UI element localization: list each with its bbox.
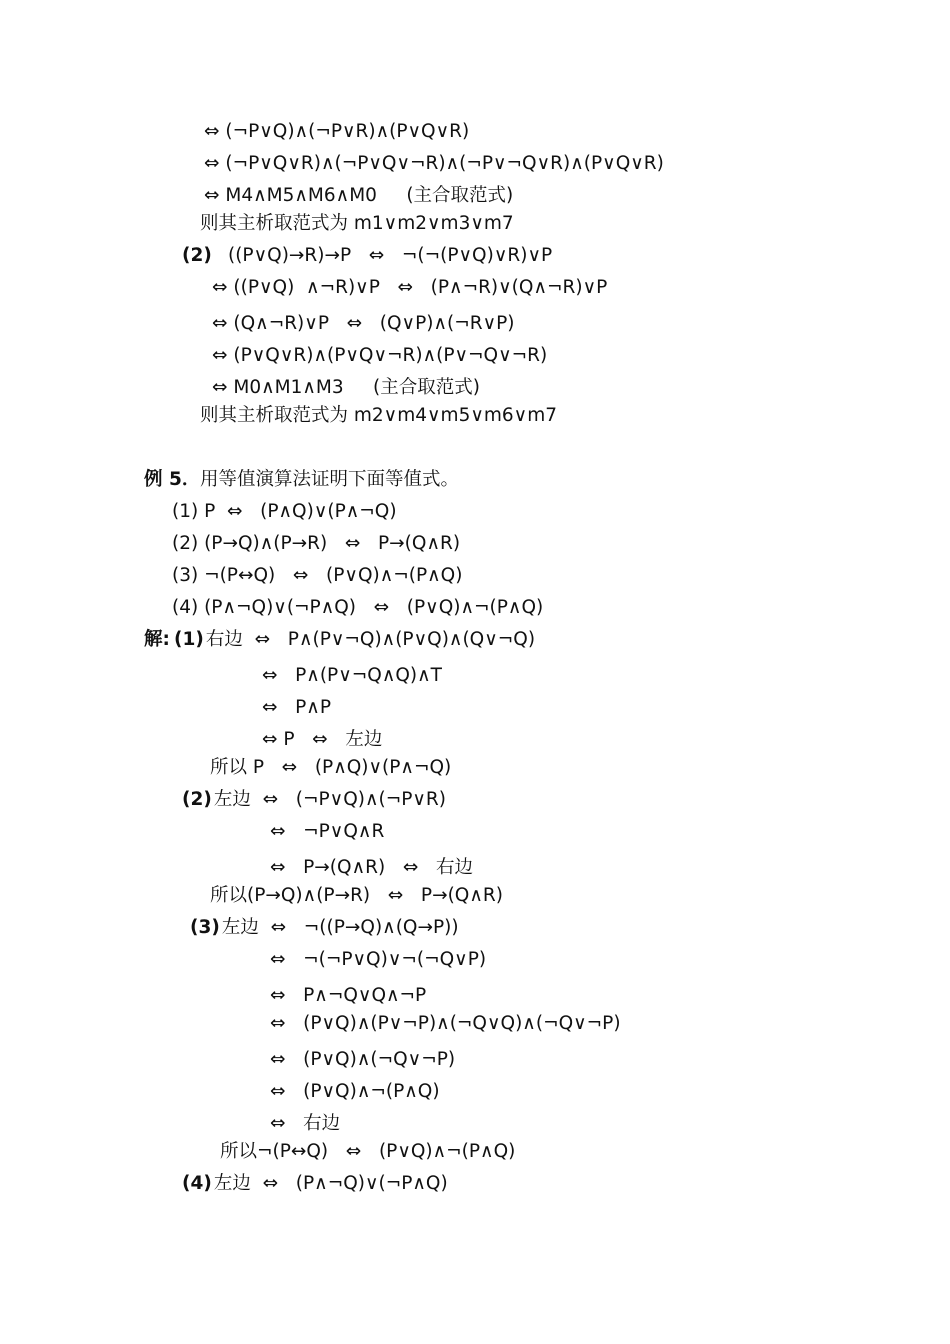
derivation-line: ⇔ (P∨Q∨R)∧(P∨Q∨¬R)∧(P∨¬Q∨¬R) (212, 345, 548, 366)
derivation-line: ⇔ ((P∨Q) ∧¬R)∨P ⇔ (P∧¬R)∨(Q∧¬R)∨P (212, 277, 608, 298)
derivation-line: ⇔ P ⇔ 左边 (262, 729, 383, 750)
conclusion-line: 则其主析取范式为 m2∨m4∨m5∨m6∨m7 (200, 405, 558, 426)
exercise-item: (4) (P∧¬Q)∨(¬P∧Q) ⇔ (P∨Q)∧¬(P∧Q) (172, 597, 544, 618)
part-label: (2) (182, 789, 212, 810)
conclusion-line: 所以 P ⇔ (P∧Q)∨(P∧¬Q) (210, 757, 452, 778)
example-title: 用等值演算法证明下面等值式。 (200, 469, 460, 490)
exercise-item: (1) P ⇔ (P∧Q)∨(P∧¬Q) (172, 501, 397, 522)
derivation-line: ⇔ ¬P∨Q∧R (270, 821, 385, 842)
derivation-line: 右边 ⇔ P∧(P∨¬Q)∧(P∨Q)∧(Q∨¬Q) (200, 629, 536, 650)
part-label: (3) (190, 917, 220, 938)
derivation-line: ⇔ P∧¬Q∨Q∧¬P (270, 985, 427, 1006)
derivation-line: ⇔ (P∨Q)∧(¬Q∨¬P) (270, 1049, 456, 1070)
conclusion-line: 则其主析取范式为 m1∨m2∨m3∨m7 (200, 213, 514, 234)
conclusion-line: 所以¬(P↔Q) ⇔ (P∨Q)∧¬(P∧Q) (220, 1141, 516, 1162)
exercise-item: (2) (P→Q)∧(P→R) ⇔ P→(Q∧R) (172, 533, 461, 554)
exercise-item: (3) ¬(P↔Q) ⇔ (P∨Q)∧¬(P∧Q) (172, 565, 463, 586)
derivation-line: ((P∨Q)→R)→P ⇔ ¬(¬(P∨Q)∨R)∨P (228, 245, 553, 266)
derivation-line: 左边 ⇔ ¬((P→Q)∧(Q→P)) (216, 917, 459, 938)
derivation-line: ⇔ M4∧M5∧M6∧M0 (主合取范式) (204, 185, 514, 206)
derivation-line: ⇔ 右边 (270, 1113, 341, 1134)
derivation-line: ⇔ M0∧M1∧M3 (主合取范式) (212, 377, 480, 398)
derivation-line: ⇔ (¬P∨Q)∧(¬P∨R)∧(P∨Q∨R) (204, 121, 470, 142)
solution-label: 解: (144, 629, 170, 650)
derivation-line: ⇔ (P∨Q)∧¬(P∧Q) (270, 1081, 440, 1102)
part-label: (2) (182, 245, 212, 266)
conclusion-line: 所以(P→Q)∧(P→R) ⇔ P→(Q∧R) (210, 885, 503, 906)
part-label: (4) (182, 1173, 212, 1194)
part-label: (1) (174, 629, 204, 650)
derivation-line: 左边 ⇔ (¬P∨Q)∧(¬P∨R) (208, 789, 447, 810)
derivation-line: ⇔ P∧P (262, 697, 331, 718)
derivation-line: ⇔ ¬(¬P∨Q)∨¬(¬Q∨P) (270, 949, 487, 970)
example-label: 例 5． (144, 469, 201, 490)
derivation-line: ⇔ (P∨Q)∧(P∨¬P)∧(¬Q∨Q)∧(¬Q∨¬P) (270, 1013, 621, 1034)
derivation-line: ⇔ (Q∧¬R)∨P ⇔ (Q∨P)∧(¬R∨P) (212, 313, 515, 334)
derivation-line: ⇔ (¬P∨Q∨R)∧(¬P∨Q∨¬R)∧(¬P∨¬Q∨R)∧(P∨Q∨R) (204, 153, 664, 174)
derivation-line: ⇔ P→(Q∧R) ⇔ 右边 (270, 857, 473, 878)
derivation-line: ⇔ P∧(P∨¬Q∧Q)∧T (262, 665, 442, 686)
derivation-line: 左边 ⇔ (P∧¬Q)∨(¬P∧Q) (208, 1173, 448, 1194)
